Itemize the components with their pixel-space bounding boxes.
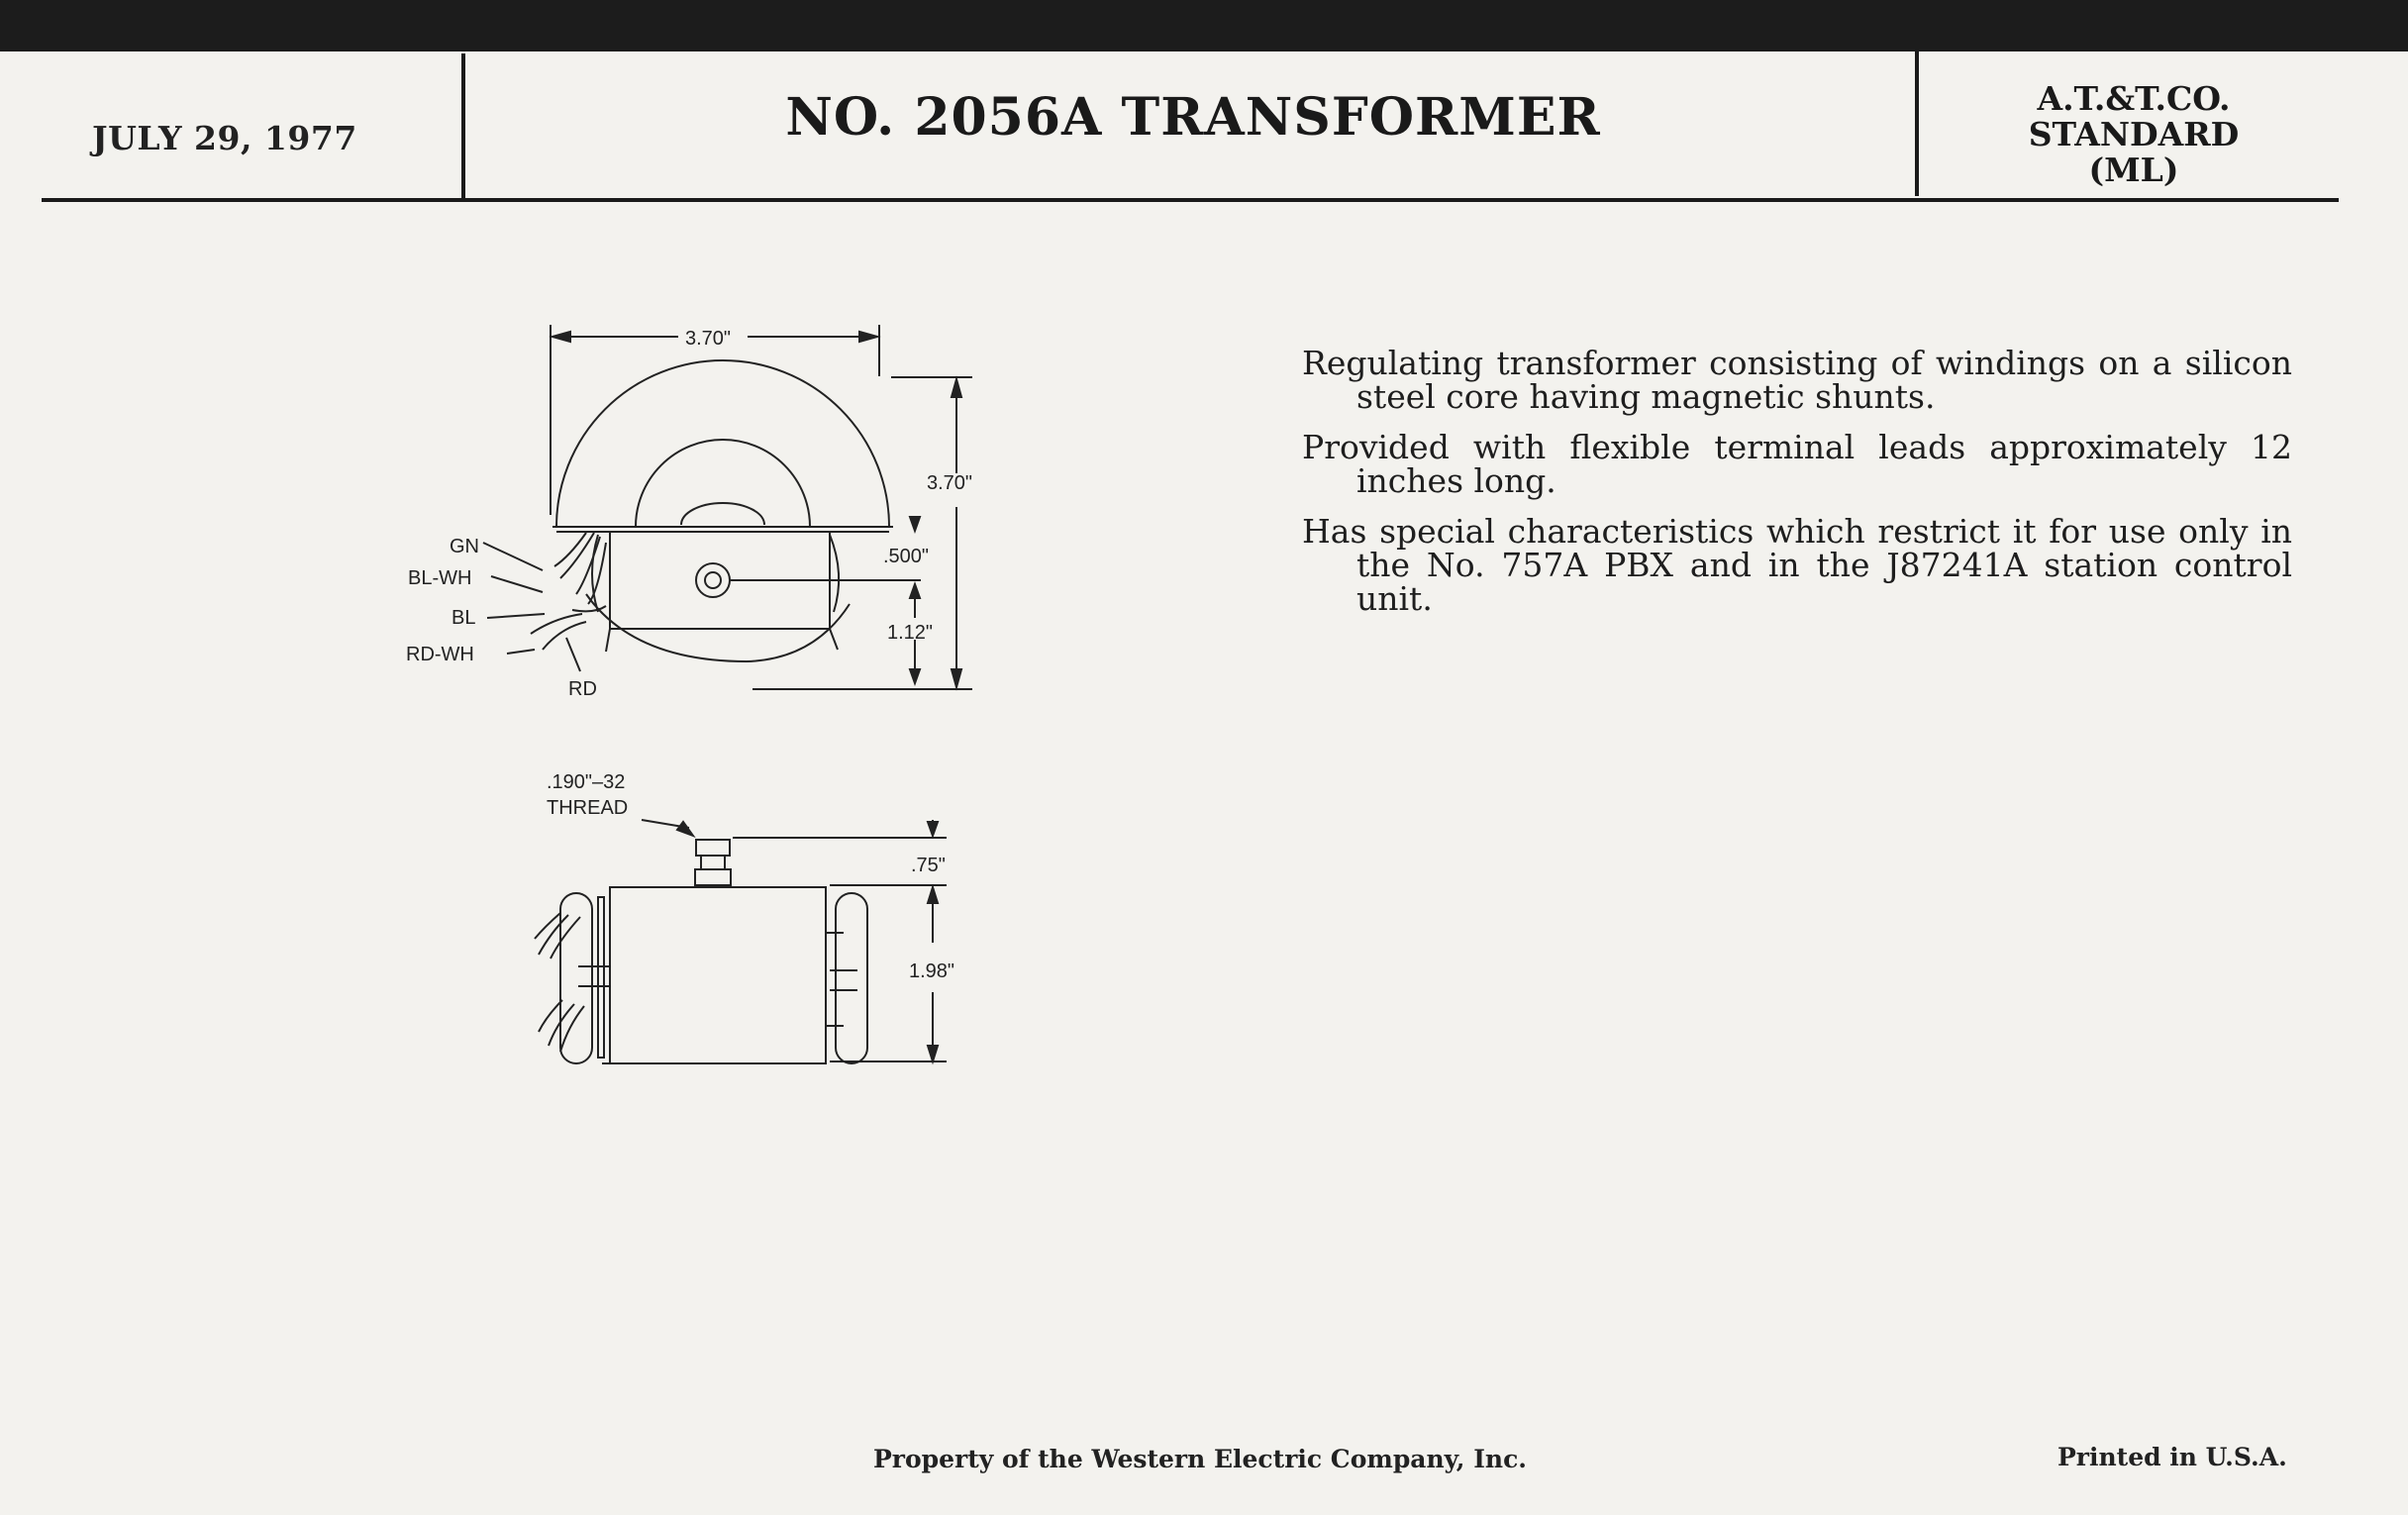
width-dimension-label: 3.70"	[685, 328, 732, 350]
spec-card	[0, 51, 2408, 1515]
description	[1302, 344, 2292, 633]
transformer-drawing	[0, 198, 1238, 1287]
standard-line-3: (ML)	[2088, 151, 2179, 189]
lead-label-rd: RD	[568, 678, 597, 700]
printed-notice: Printed in U.S.A.	[2057, 1443, 2287, 1471]
lead-label-bl: BL	[452, 607, 476, 629]
property-notice: Property of the Western Electric Company, Inc.	[873, 1445, 1528, 1473]
standard-badge	[1970, 81, 2297, 188]
standard-line-1: A.T.&T.CO.	[2037, 79, 2231, 118]
description-paragraph: Has special characteristics which restrict it for use only in the No. 757A PBX and in the J87241A station control unit.	[1302, 512, 2292, 618]
issue-date: JULY 29, 1977	[92, 119, 357, 157]
stud-dimension-label: .75"	[911, 855, 946, 876]
description-paragraph: Provided with flexible terminal leads approximately 12 inches long.	[1302, 428, 2292, 500]
depth-dimension-label: 1.98"	[909, 960, 955, 982]
header-divider-right	[1915, 51, 1919, 196]
height-dimension-label: 3.70"	[927, 472, 973, 494]
standard-line-2: STANDARD	[2028, 115, 2240, 153]
thread-spec-label: .190"–32	[547, 771, 626, 793]
lead-label-gn: GN	[450, 536, 479, 557]
offset-dimension-label: .500"	[883, 546, 930, 567]
lead-label-rd-wh: RD-WH	[406, 644, 474, 665]
lead-label-bl-wh: BL-WH	[408, 567, 472, 589]
description-paragraph: Regulating transformer consisting of windings on a silicon steel core having magnetic shunts.	[1302, 344, 2292, 416]
thread-label: THREAD	[547, 797, 629, 819]
page-title: NO. 2056A TRANSFORMER	[785, 87, 1601, 148]
lower-dimension-label: 1.12"	[887, 622, 934, 644]
